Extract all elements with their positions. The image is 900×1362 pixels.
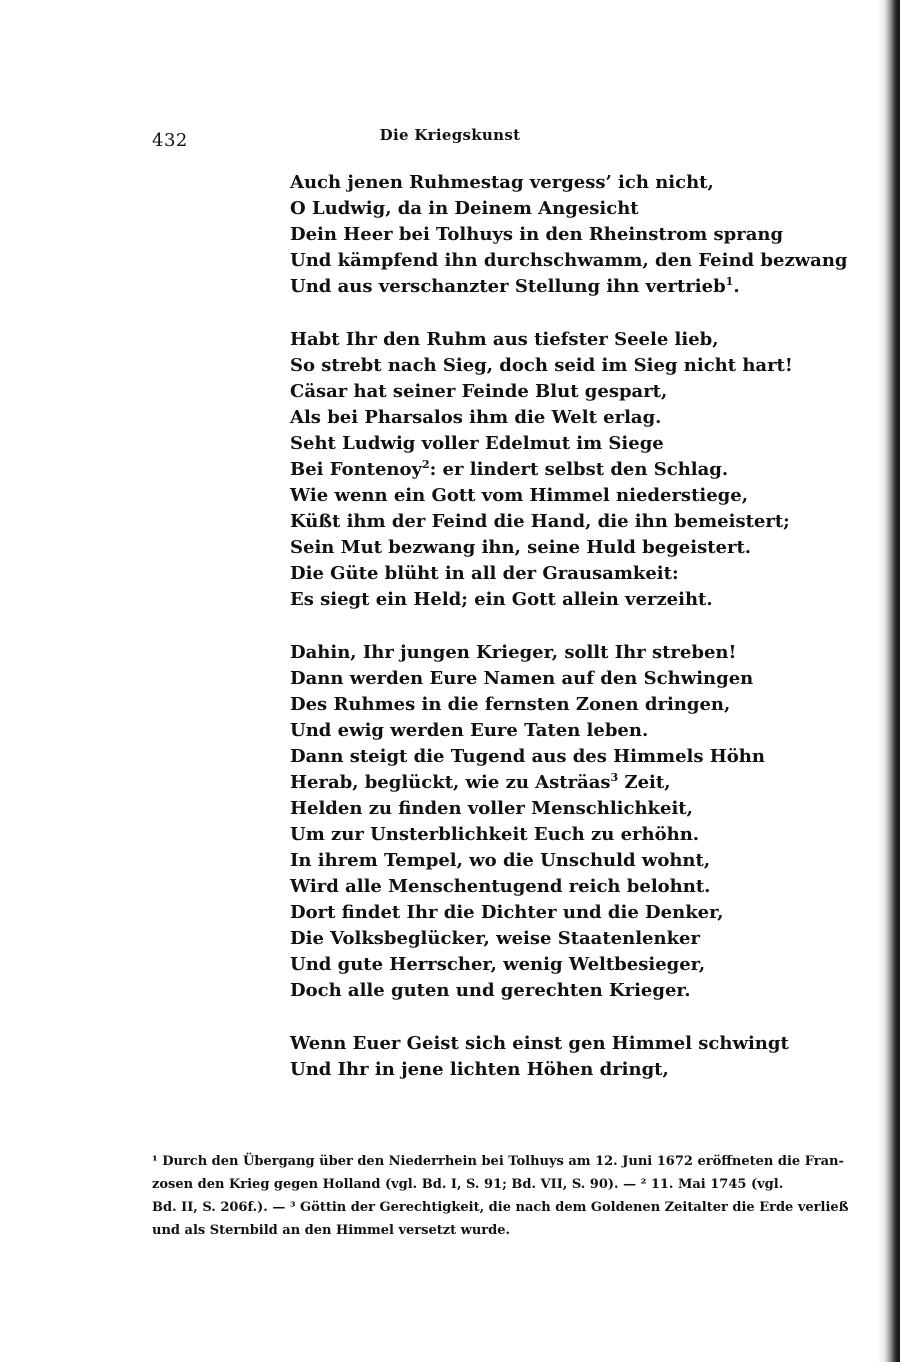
verse-line: O Ludwig, da in Deinem Angesicht [290, 198, 639, 219]
verse-line: Die Güte blüht in all der Grausamkeit: [290, 563, 679, 584]
verse-line: Bei Fontenoy$^2$: er lindert selbst den Schlag. [290, 458, 729, 480]
verse-line: Wie wenn ein Gott vom Himmel niederstiege, [290, 485, 748, 506]
verse-line: Küßt ihm der Feind die Hand, die ihn bemeistert; [290, 511, 790, 532]
poem [290, 170, 848, 1110]
verse-line: Dort findet Ihr die Dichter und die Denker, [290, 902, 724, 923]
verse-line: In ihrem Tempel, wo die Unschuld wohnt, [290, 850, 711, 871]
verse-line: So strebt nach Sieg, doch seid im Sieg nicht hart! [290, 355, 793, 376]
footnote-ref: 2 [421, 458, 430, 471]
verse-line: Dann werden Eure Namen auf den Schwingen [290, 668, 754, 689]
verse-line: Und gute Herrscher, wenig Weltbesieger, [290, 954, 706, 975]
verse-line: Und ewig werden Eure Taten leben. [290, 720, 649, 741]
verse-line: Dein Heer bei Tolhuys in den Rheinstrom sprang [290, 224, 784, 245]
footnote-ref: 3 [610, 771, 619, 784]
verse-line: Doch alle guten und gerechten Krieger. [290, 980, 691, 1001]
verse-line: Cäsar hat seiner Feinde Blut gespart, [290, 381, 668, 402]
verse-line: Herab, beglückt, wie zu Asträas$^3$ Zeit, [290, 771, 671, 793]
running-head: Die Kriegskunst [379, 126, 521, 144]
page-number: 432 [152, 130, 188, 151]
verse-line: Sein Mut bezwang ihn, seine Huld begeistert. [290, 537, 752, 558]
stanza [290, 170, 848, 300]
stanza [290, 327, 793, 613]
footnote-line: zosen den Krieg gegen Holland (vgl. Bd. I, S. 91; Bd. VII, S. 90). — ² 11. Mai 1745 (vgl. [152, 1177, 784, 1192]
verse-line: Des Ruhmes in die fernsten Zonen dringen, [290, 694, 731, 715]
verse-line: Wenn Euer Geist sich einst gen Himmel schwingt [290, 1033, 789, 1054]
verse-line: Auch jenen Ruhmestag vergess’ ich nicht, [290, 172, 714, 193]
verse-line: Als bei Pharsalos ihm die Welt erlag. [290, 407, 662, 428]
footnote-ref: 1 [725, 275, 734, 288]
verse-line: Und kämpfend ihn durchschwamm, den Feind bezwang [290, 250, 848, 271]
verse-line: Die Volksbeglücker, weise Staatenlenker [290, 928, 700, 949]
verse-line: Um zur Unsterblichkeit Euch zu erhöhn. [290, 824, 700, 845]
verse-line: Dann steigt die Tugend aus des Himmels Höhn [290, 746, 765, 767]
verse-line: Es siegt ein Held; ein Gott allein verzeiht. [290, 589, 713, 610]
footnote-line: und als Sternbild an den Himmel versetzt wurde. [152, 1223, 511, 1238]
verse-line: Dahin, Ihr jungen Krieger, sollt Ihr streben! [290, 642, 737, 663]
stanza [290, 1031, 789, 1083]
verse-line: Und aus verschanzter Stellung ihn vertrieb$^1$. [290, 275, 740, 297]
footnotes [152, 1150, 849, 1242]
footnote-line: Bd. II, S. 206f.). — ³ Göttin der Gerechtigkeit, die nach dem Goldenen Zeitalter die Erde verließ [152, 1200, 849, 1215]
footnote-line: ¹ Durch den Übergang über den Niederrhein bei Tolhuys am 12. Juni 1672 eröffneten die Fran- [152, 1154, 844, 1169]
page-edge-shadow [878, 0, 900, 1362]
verse-line: Helden zu finden voller Menschlichkeit, [290, 798, 693, 819]
verse-line: Seht Ludwig voller Edelmut im Siege [290, 433, 664, 454]
stanza [290, 640, 765, 1004]
verse-line: Habt Ihr den Ruhm aus tiefster Seele lieb, [290, 329, 719, 350]
verse-line: Und Ihr in jene lichten Höhen dringt, [290, 1059, 669, 1080]
verse-line: Wird alle Menschentugend reich belohnt. [290, 876, 711, 897]
